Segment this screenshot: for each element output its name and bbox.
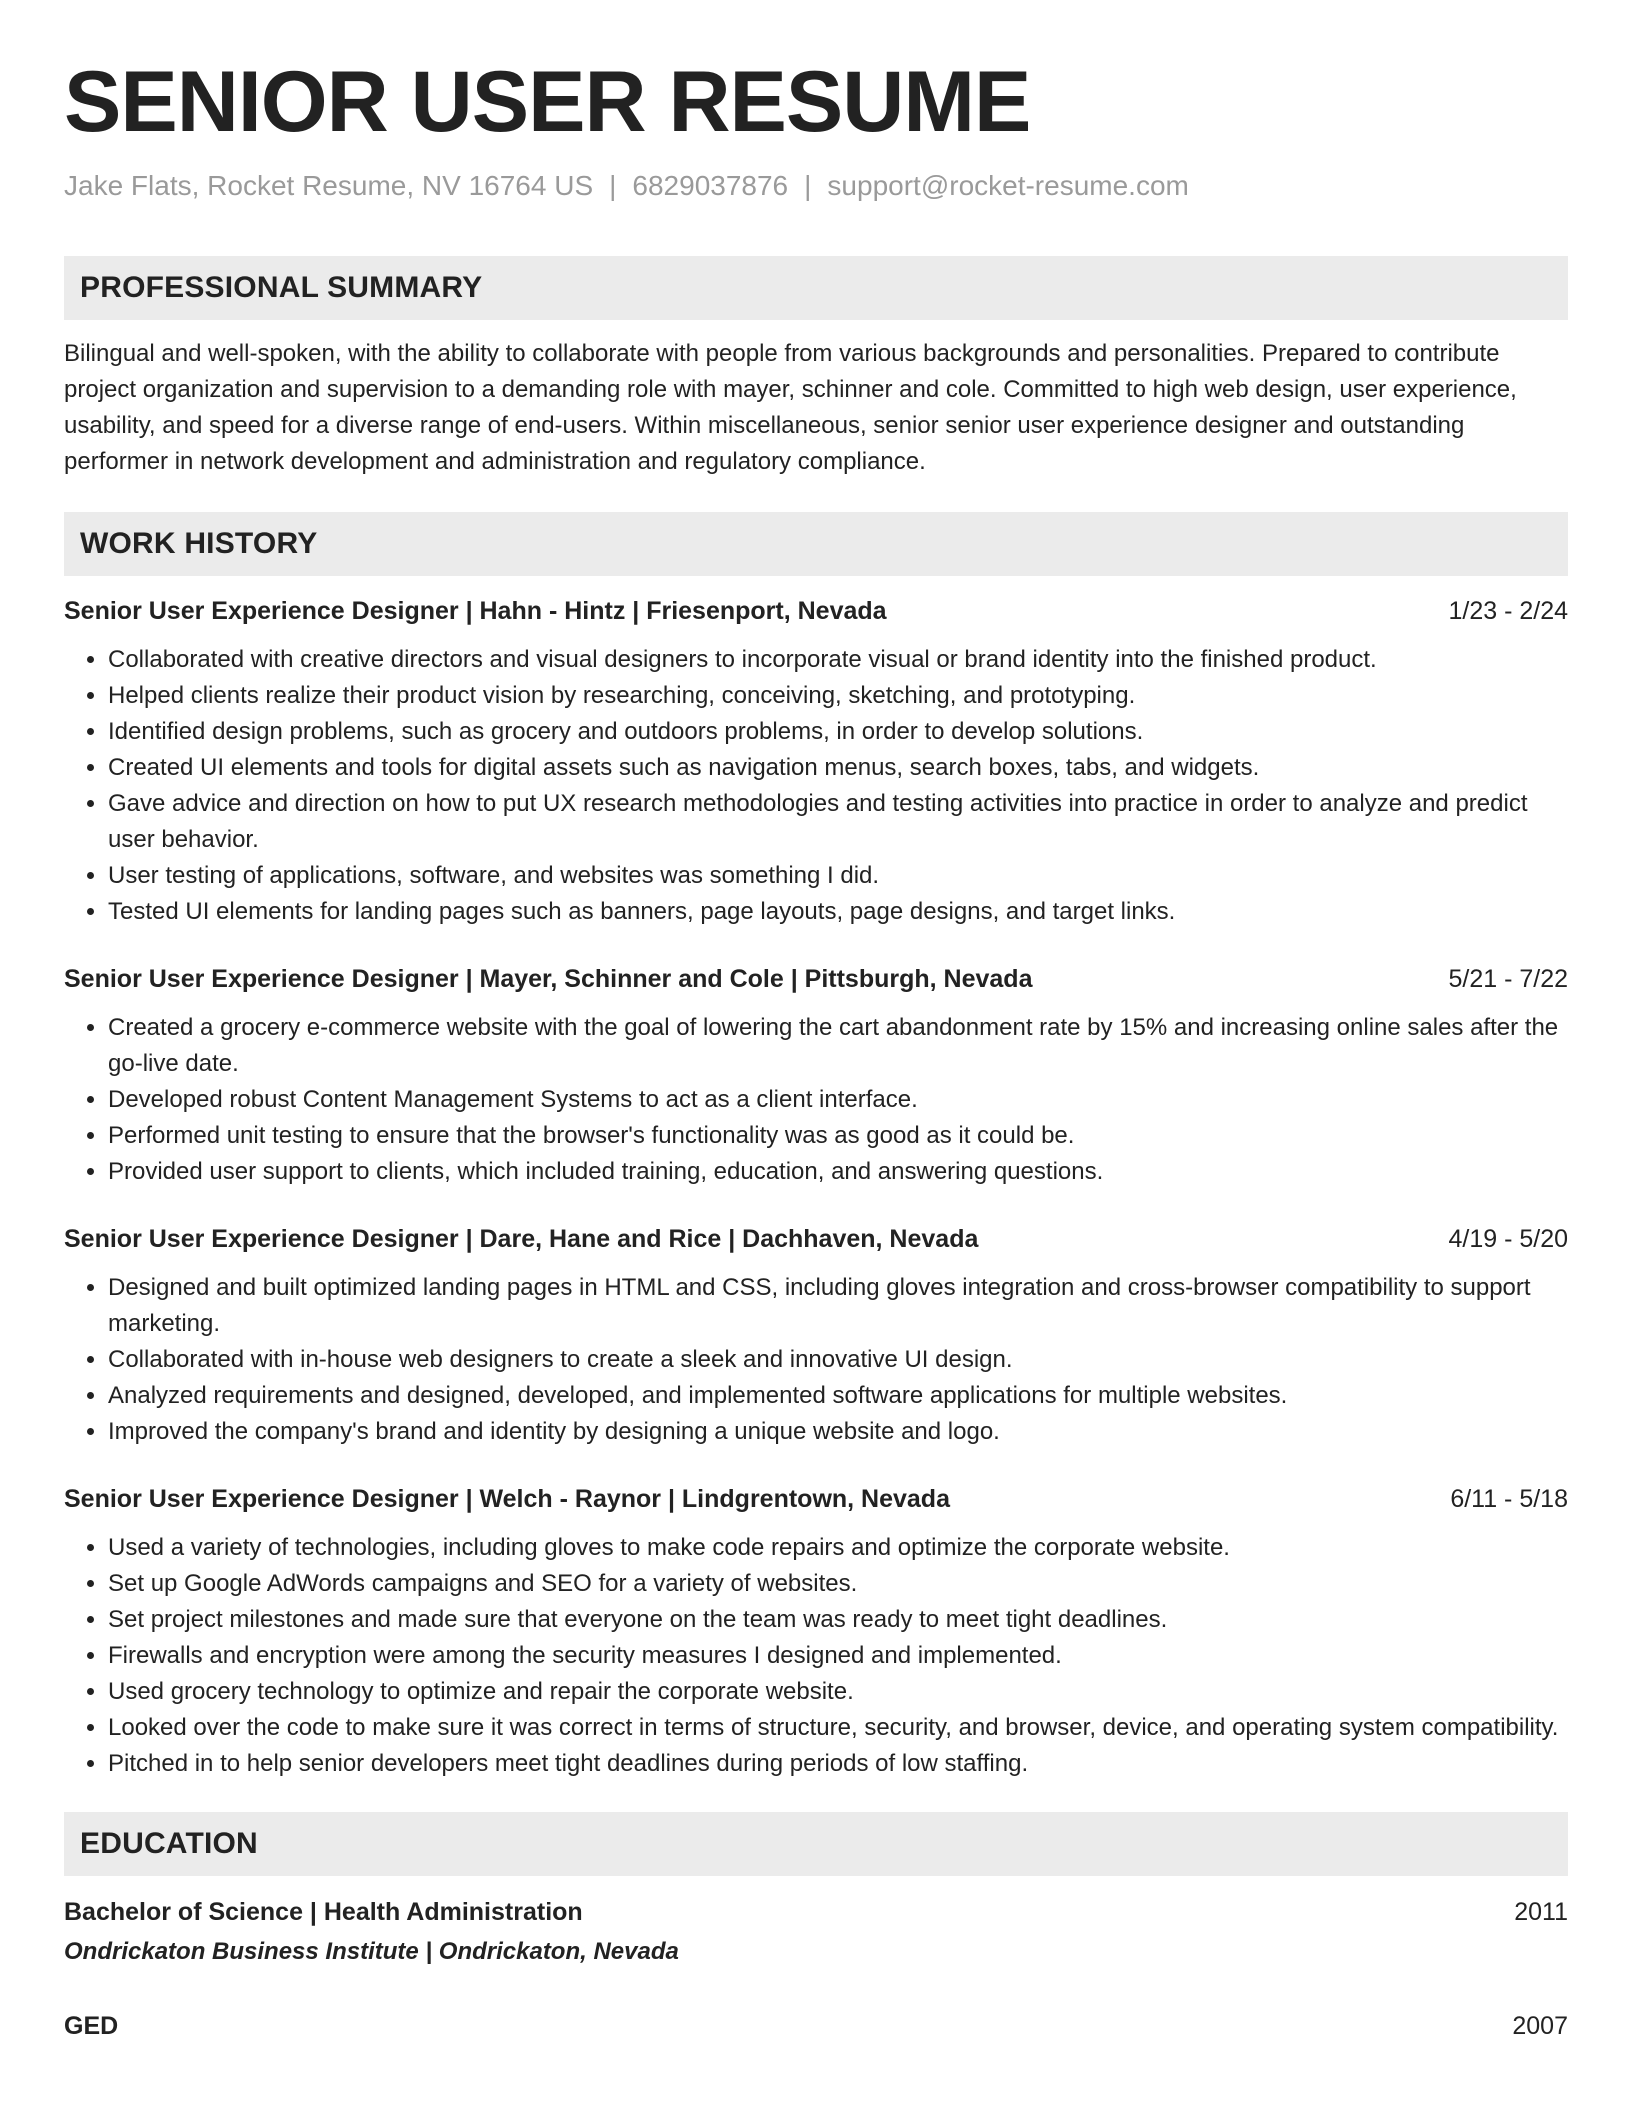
job-bullet: • Used grocery technology to optimize and repair the corporate website. bbox=[108, 1674, 1568, 1710]
job-bullet: • Created a grocery e-commerce website with the goal of lowering the cart abandonment rate by 15% and increasing online sales after the go-live date. bbox=[108, 1010, 1568, 1082]
education-entry bbox=[64, 1894, 1568, 1970]
job-bullet-list bbox=[64, 1270, 1568, 1450]
job-bullet: • Tested UI elements for landing pages such as banners, page layouts, page designs, and target links. bbox=[108, 894, 1568, 930]
job-bullet: • User testing of applications, software, and websites was something I did. bbox=[108, 858, 1568, 894]
job-entry bbox=[64, 1482, 1568, 1782]
contact-address: Jake Flats, Rocket Resume, NV 16764 US bbox=[64, 170, 594, 201]
contact-line bbox=[64, 168, 1568, 204]
job-dates: 6/11 - 5/18 bbox=[1450, 1485, 1568, 1513]
job-bullet: • Analyzed requirements and designed, developed, and implemented software applications for multiple websites. bbox=[108, 1378, 1568, 1414]
job-bullet: • Developed robust Content Management Systems to act as a client interface. bbox=[108, 1082, 1568, 1118]
job-dates: 4/19 - 5/20 bbox=[1448, 1225, 1568, 1253]
education-header bbox=[64, 1894, 1568, 1930]
job-bullet: • Provided user support to clients, which included training, education, and answering questions. bbox=[108, 1154, 1568, 1190]
job-bullet-list bbox=[64, 1010, 1568, 1190]
job-bullet: • Gave advice and direction on how to put UX research methodologies and testing activities into practice in order to analyze and predict user behavior. bbox=[108, 786, 1568, 858]
job-bullet: • Improved the company's brand and identity by designing a unique website and logo. bbox=[108, 1414, 1568, 1450]
job-bullet: • Set up Google AdWords campaigns and SEO for a variety of websites. bbox=[108, 1566, 1568, 1602]
education-header bbox=[64, 2008, 1568, 2044]
job-bullet: • Created UI elements and tools for digital assets such as navigation menus, search boxes, tabs, and widgets. bbox=[108, 750, 1568, 786]
job-bullet: • Performed unit testing to ensure that the browser's functionality was as good as it could be. bbox=[108, 1118, 1568, 1154]
job-title: Senior User Experience Designer | Mayer, Schinner and Cole | Pittsburgh, Nevada bbox=[64, 965, 1033, 993]
job-header bbox=[64, 962, 1568, 996]
contact-email[interactable]: support@rocket-resume.com bbox=[827, 170, 1189, 201]
contact-phone: 6829037876 bbox=[632, 170, 789, 201]
education-degree: Bachelor of Science | Health Administration bbox=[64, 1898, 583, 1926]
job-header bbox=[64, 1482, 1568, 1516]
job-bullet: • Identified design problems, such as grocery and outdoors problems, in order to develop solutions. bbox=[108, 714, 1568, 750]
education-degree: GED bbox=[64, 2012, 119, 2040]
section-header-education: EDUCATION bbox=[64, 1812, 1568, 1876]
job-bullet: • Looked over the code to make sure it was correct in terms of structure, security, and browser, device, and operating system compatibility. bbox=[108, 1710, 1568, 1746]
job-bullet: • Firewalls and encryption were among the security measures I designed and implemented. bbox=[108, 1638, 1568, 1674]
job-title: Senior User Experience Designer | Hahn - Hintz | Friesenport, Nevada bbox=[64, 597, 887, 625]
job-bullet-list bbox=[64, 642, 1568, 930]
job-bullet-list bbox=[64, 1530, 1568, 1782]
job-title: Senior User Experience Designer | Dare, Hane and Rice | Dachhaven, Nevada bbox=[64, 1225, 979, 1253]
contact-separator: | bbox=[804, 170, 812, 201]
section-header-summary: PROFESSIONAL SUMMARY bbox=[64, 256, 1568, 320]
job-bullet: • Collaborated with creative directors and visual designers to incorporate visual or brand identity into the finished product. bbox=[108, 642, 1568, 678]
contact-separator: | bbox=[609, 170, 617, 201]
education-year: 2007 bbox=[1512, 2012, 1568, 2040]
job-bullet: • Designed and built optimized landing pages in HTML and CSS, including gloves integration and cross-browser compatibility to support marketing. bbox=[108, 1270, 1568, 1342]
job-entry bbox=[64, 962, 1568, 1190]
job-entry bbox=[64, 1222, 1568, 1450]
job-entry bbox=[64, 594, 1568, 930]
job-bullet: • Pitched in to help senior developers meet tight deadlines during periods of low staffing. bbox=[108, 1746, 1568, 1782]
job-bullet: • Helped clients realize their product vision by researching, conceiving, sketching, and prototyping. bbox=[108, 678, 1568, 714]
job-dates: 1/23 - 2/24 bbox=[1448, 597, 1568, 625]
job-bullet: • Collaborated with in-house web designers to create a sleek and innovative UI design. bbox=[108, 1342, 1568, 1378]
education-year: 2011 bbox=[1514, 1898, 1568, 1926]
section-header-work-history: WORK HISTORY bbox=[64, 512, 1568, 576]
job-header bbox=[64, 1222, 1568, 1256]
resume-title: SENIOR USER RESUME bbox=[64, 54, 1031, 150]
education-entry bbox=[64, 2008, 1568, 2044]
job-dates: 5/21 - 7/22 bbox=[1448, 965, 1568, 993]
job-bullet: • Set project milestones and made sure that everyone on the team was ready to meet tight deadlines. bbox=[108, 1602, 1568, 1638]
summary-text: Bilingual and well-spoken, with the ability to collaborate with people from various backgrounds and personalities. Prepared to contribute project organization and supervision to a demanding role with mayer, schinner and cole. Committed to high web design, user experience, usability, and speed for a diverse range of end-users. Within miscellaneous, senior senior user experience designer and outstanding performer in network development and administration and regulatory compliance. bbox=[64, 340, 1517, 475]
job-header bbox=[64, 594, 1568, 628]
job-bullet: • Used a variety of technologies, including gloves to make code repairs and optimize the corporate website. bbox=[108, 1530, 1568, 1566]
job-title: Senior User Experience Designer | Welch - Raynor | Lindgrentown, Nevada bbox=[64, 1485, 950, 1513]
education-school: Ondrickaton Business Institute | Ondrickaton, Nevada bbox=[64, 1938, 679, 1965]
